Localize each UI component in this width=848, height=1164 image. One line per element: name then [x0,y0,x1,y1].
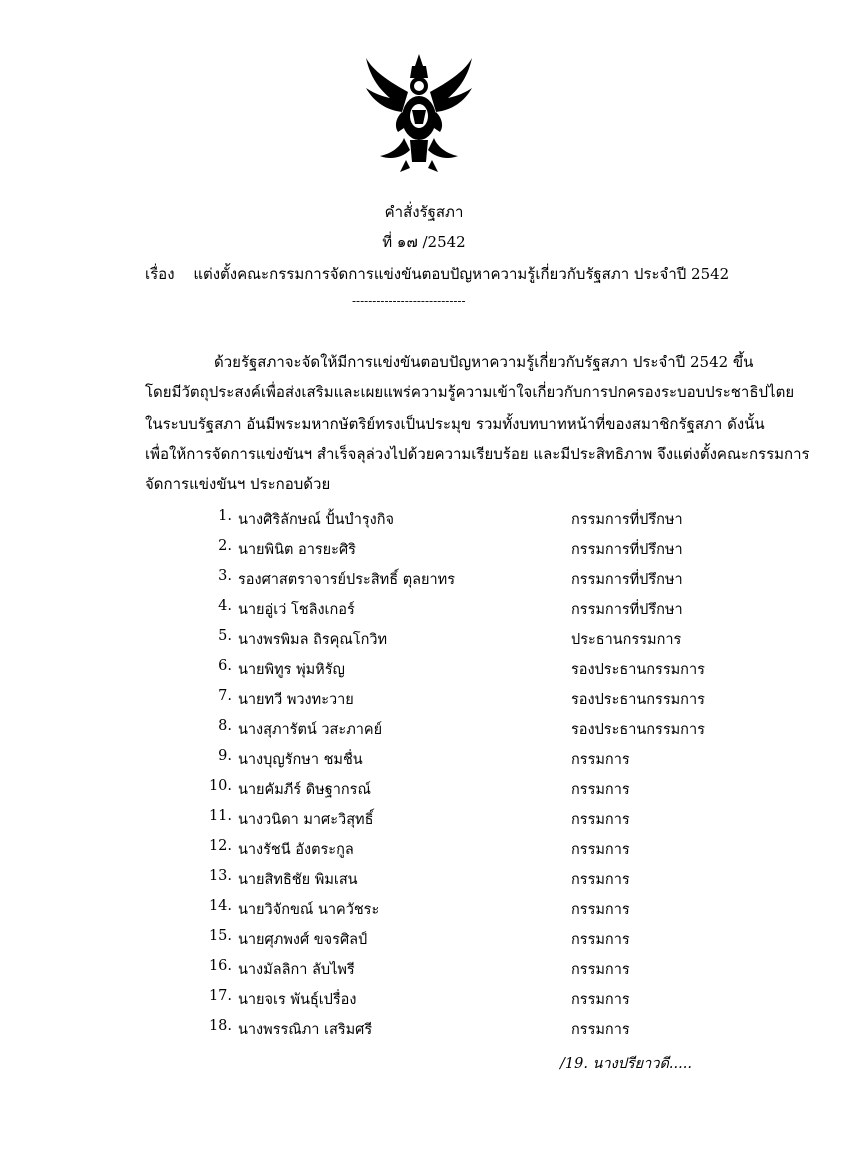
member-number: 12. [208,838,232,854]
member-name: รองศาสตราจารย์ประสิทธิ์ ตุลยาทร [238,572,455,588]
member-role: รองประธานกรรมการ [571,662,705,678]
committee-member [0,748,848,778]
committee-member [0,538,848,568]
member-role: กรรมการ [571,902,630,918]
member-number: 10. [208,778,232,794]
member-name: นายพิทูร พุ่มหิรัญ [238,662,345,678]
member-number: 3. [218,568,232,584]
member-name: นางวนิดา มาศะวิสุทธิ์ [238,812,374,828]
body-line: เพื่อให้การจัดการแข่งขันฯ สำเร็จลุล่วงไปด้วยความเรียบร้อย และมีประสิทธิภาพ จึงแต่งตั้งคณะกรรมการ [145,445,810,463]
subject-text: แต่งตั้งคณะกรรมการจัดการแข่งขันตอบปัญหาความรู้เกี่ยวกับรัฐสภา ประจำปี 2542 [193,265,730,283]
member-name: นางรัชนี อังตระกูล [238,842,354,858]
garuda-emblem-icon [360,52,478,176]
committee-member [0,808,848,838]
committee-member [0,1018,848,1048]
member-role: ประธานกรรมการ [571,632,682,648]
committee-member [0,958,848,988]
subject-label: เรื่อง [145,265,175,283]
member-role: กรรมการที่ปรึกษา [571,542,683,558]
member-role: กรรมการ [571,812,630,828]
member-name: นายพินิต อารยะศิริ [238,542,356,558]
member-name: นางพรรณิภา เสริมศรี [238,1022,373,1038]
member-role: กรรมการ [571,932,630,948]
body-line: ด้วยรัฐสภาจะจัดให้มีการแข่งขันตอบปัญหาความรู้เกี่ยวกับรัฐสภา ประจำปี 2542 ขึ้น [214,353,754,371]
member-role: กรรมการ [571,1022,630,1038]
member-role: กรรมการที่ปรึกษา [571,572,683,588]
committee-member [0,898,848,928]
committee-member [0,778,848,808]
committee-member [0,718,848,748]
member-number: 7. [218,688,232,704]
order-number: ที่ ๑๗ /2542 [382,233,466,251]
member-number: 13. [208,868,232,884]
member-name: นายคัมภีร์ ดิษฐากรณ์ [238,782,371,798]
member-name: นายสิทธิชัย พิมเสน [238,872,358,888]
member-name: นายอู่เว่ โชลิงเกอร์ [238,602,355,618]
body-line: โดยมีวัตถุประสงค์เพื่อส่งเสริมและเผยแพร่ความรู้ความเข้าใจเกี่ยวกับการปกครองระบอบประชาธิปไตย [145,383,795,401]
committee-member [0,598,848,628]
member-role: กรรมการ [571,752,630,768]
member-number: 9. [218,748,232,764]
member-role: กรรมการ [571,842,630,858]
member-name: นางบุญรักษา ชมชื่น [238,752,363,768]
member-name: นายทวี พวงทะวาย [238,692,354,708]
member-name: นางสุภารัตน์ วสะภาคย์ [238,722,383,738]
committee-member [0,838,848,868]
member-number: 6. [218,658,232,674]
member-number: 1. [218,508,232,524]
member-role: กรรมการ [571,992,630,1008]
member-number: 18. [208,1018,232,1034]
member-number: 4. [218,598,232,614]
member-number: 8. [218,718,232,734]
member-role: กรรมการ [571,782,630,798]
committee-member [0,508,848,538]
committee-member [0,868,848,898]
member-role: กรรมการที่ปรึกษา [571,512,683,528]
separator-rule: ---------------------------- [352,294,466,308]
continuation-note: /19. นางปรียาวดี..... [560,1056,692,1072]
member-name: นายศุภพงศ์ ขจรศิลป์ [238,932,368,948]
committee-member [0,658,848,688]
body-line: ในระบบรัฐสภา อันมีพระมหากษัตริย์ทรงเป็นประมุข รวมทั้งบทบาทหน้าที่ของสมาชิกรัฐสภา ดังนั้น [145,415,765,433]
member-name: นางมัลลิกา ลับไพรี [238,962,355,978]
member-number: 14. [208,898,232,914]
member-name: นางศิริลักษณ์ ปั้นบำรุงกิจ [238,512,395,528]
member-number: 2. [218,538,232,554]
committee-member [0,628,848,658]
body-line: จัดการแข่งขันฯ ประกอบด้วย [145,475,331,493]
committee-member [0,688,848,718]
member-role: รองประธานกรรมการ [571,722,705,738]
member-name: นายจเร พันธุ์เปรื่อง [238,992,357,1008]
member-role: กรรมการ [571,872,630,888]
member-role: กรรมการที่ปรึกษา [571,602,683,618]
committee-member [0,988,848,1018]
member-number: 16. [208,958,232,974]
document-title: คำสั่งรัฐสภา [384,203,464,221]
subject-line [145,262,729,286]
member-role: รองประธานกรรมการ [571,692,705,708]
member-number: 11. [208,808,232,824]
member-name: นายวิจักขณ์ นาควัชระ [238,902,380,918]
committee-list [0,508,848,1048]
member-role: กรรมการ [571,962,630,978]
committee-member [0,568,848,598]
member-number: 5. [218,628,232,644]
member-number: 15. [208,928,232,944]
committee-member [0,928,848,958]
member-name: นางพรพิมล ถิรคุณโกวิท [238,632,388,648]
member-number: 17. [208,988,232,1004]
